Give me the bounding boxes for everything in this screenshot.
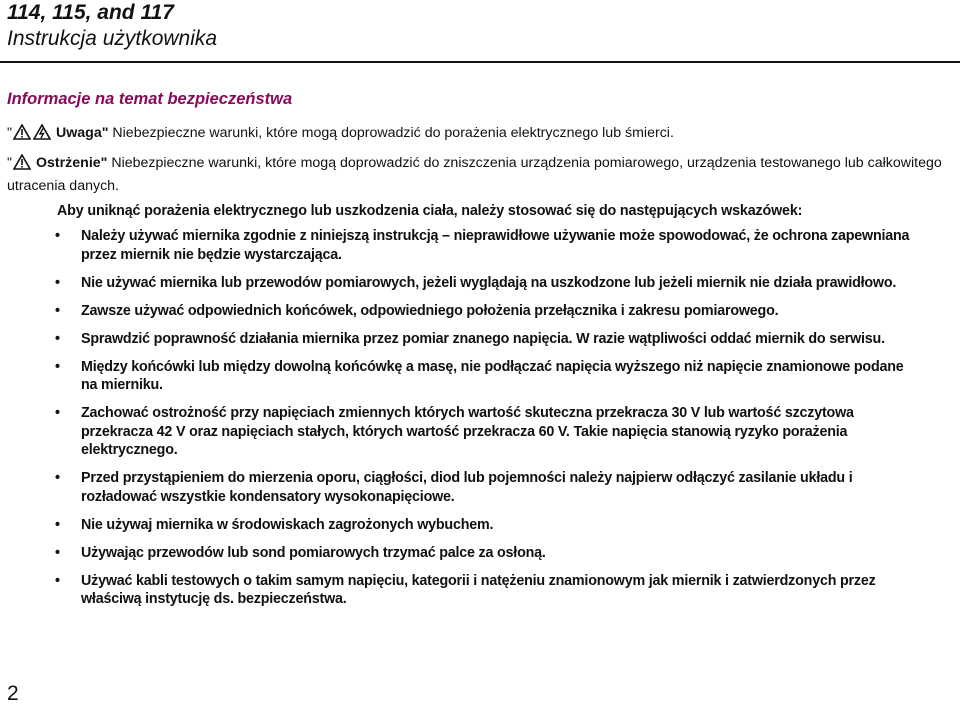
bullet-icon: • — [55, 572, 60, 589]
caution-label: Ostrżenie" — [36, 155, 108, 171]
bullet-icon: • — [55, 274, 60, 291]
rule-text: Nie używaj miernika w środowiskach zagrożonych wybuchem. — [81, 516, 494, 533]
manual-subtitle: Instrukcja użytkownika — [7, 27, 218, 50]
rule-text: Używać kabli testowych o takim samym napięciu, kategorii i natężeniu znamionowym jak miernik i zatwierdzonych przez właściwą instytucję ds. bezpieczeństwa. — [81, 572, 876, 607]
warning-definition — [7, 123, 952, 146]
bullet-icon: • — [55, 544, 60, 561]
bullet-icon: • — [55, 302, 60, 319]
list-item — [55, 544, 915, 563]
list-item — [55, 330, 915, 349]
list-item — [55, 227, 915, 264]
rule-text: Między końcówki lub między dowolną końcówkę a masę, nie podłączać napięcia wyższego niż napięcie znamionowe podane na mierniku. — [81, 358, 904, 393]
warning-label: Uwaga" — [56, 125, 109, 141]
bullet-icon: • — [55, 516, 60, 533]
warning-triangle-icon — [13, 124, 31, 146]
safety-intro: Aby uniknąć porażenia elektrycznego lub uszkodzenia ciała, należy stosować się do następujących wskazówek: — [57, 203, 803, 219]
quote-open: " — [7, 155, 13, 171]
product-title: 114, 115, and 117 — [7, 1, 174, 24]
header-divider — [0, 61, 960, 63]
rule-text: Zachować ostrożność przy napięciach zmiennych których wartość skuteczna przekracza 30 V lub wartość szczytowa przekracza 42 V oraz napięciach stałych, których wartość przekracza 60 V. Takie napięcia stanowią ryzyko porażenia elektrycznego. — [81, 405, 854, 458]
list-item — [55, 302, 915, 321]
bullet-icon: • — [55, 358, 60, 375]
rule-text: Sprawdzić poprawność działania miernika przez pomiar znanego napięcia. W razie wątpliwości oddać miernik do serwisu. — [81, 330, 885, 347]
electric-hazard-icon — [33, 124, 51, 146]
safety-rules-list — [55, 227, 915, 618]
section-title: Informacje na temat bezpieczeństwa — [7, 90, 293, 108]
bullet-icon: • — [55, 330, 60, 347]
page-number: 2 — [7, 682, 19, 705]
rule-text: Używając przewodów lub sond pomiarowych trzymać palce za osłoną. — [81, 544, 546, 561]
caution-definition — [7, 153, 952, 196]
list-item — [55, 469, 915, 506]
warning-text: Niebezpieczne warunki, które mogą doprowadzić do porażenia elektrycznego lub śmierci. — [108, 125, 674, 141]
list-item — [55, 516, 915, 535]
list-item — [55, 404, 915, 460]
bullet-icon: • — [55, 470, 60, 486]
list-item — [55, 358, 915, 395]
bullet-icon: • — [55, 228, 60, 244]
bullet-icon: • — [55, 405, 60, 421]
rule-text: Zawsze używać odpowiednich końcówek, odpowiedniego położenia przełącznika i zakresu pomiarowego. — [81, 302, 779, 319]
rule-text: Przed przystąpieniem do mierzenia oporu, ciągłości, diod lub pojemności należy najpierw odłączyć zasilanie układu i rozładować wszystkie kondensatory wysokonapięciowe. — [81, 470, 853, 505]
rule-text: Nie używać miernika lub przewodów pomiarowych, jeżeli wyglądają na uszkodzone lub jeżeli miernik nie działa prawidłowo. — [81, 274, 897, 291]
caution-text: Niebezpieczne warunki, które mogą doprowadzić do zniszczenia urządzenia pomiarowego, urządzenia testowanego lub całkowitego utracenia danych. — [7, 155, 942, 194]
list-item — [55, 572, 915, 609]
list-item — [55, 274, 915, 293]
page-header — [7, 0, 217, 52]
rule-text: Należy używać miernika zgodnie z niniejszą instrukcją – nieprawidłowe używanie może spowodować, że ochrona zapewniana przez miernik nie będzie wystarczająca. — [81, 228, 910, 263]
quote-open: " — [7, 125, 13, 141]
warning-triangle-icon — [13, 154, 31, 176]
